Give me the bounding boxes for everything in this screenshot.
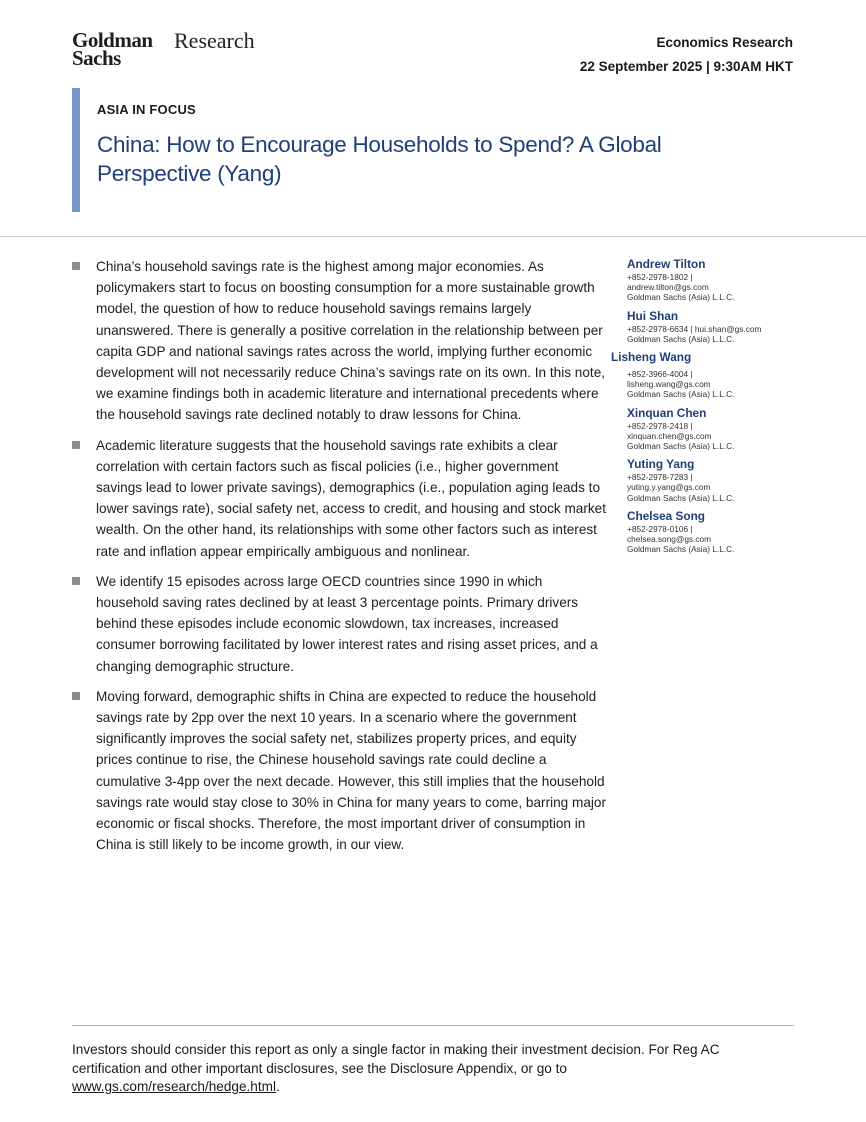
author-name: Andrew Tilton <box>627 257 706 271</box>
report-title: China: How to Encourage Households to Spend? A Global Perspective (Yang) <box>97 132 662 186</box>
author-name: Yuting Yang <box>627 457 695 472</box>
brand-line1: Goldman <box>72 28 153 52</box>
report-category: Economics Research <box>656 35 793 50</box>
author-list <box>600 257 800 560</box>
author-phone: +852-2978-2418 | <box>627 420 693 431</box>
author-firm: Goldman Sachs (Asia) L.L.C. <box>627 389 735 400</box>
author-firm: Goldman Sachs (Asia) L.L.C. <box>627 492 735 503</box>
author-email[interactable]: lisheng.wang@gs.com <box>627 379 711 390</box>
square-bullet-icon <box>72 441 80 449</box>
goldman-sachs-logo <box>72 28 255 70</box>
bullet-text: Academic literature suggests that the household savings rate exhibits a clear correlation with certain factors such as fiscal policies (i.e., higher government savings lead to lower private savings), demographics (i.e., population aging leads to lower savings rate), social safety net, access to credit, and housing and stock market wealth. On the other hand, its relationships with some other factors such as interest rate and inflation appear empirically ambiguous and nonlinear. <box>96 437 607 559</box>
author-firm: Goldman Sachs (Asia) L.L.C. <box>627 292 735 303</box>
header-divider <box>0 236 866 237</box>
disclosure-link-suffix: . <box>276 1079 280 1094</box>
author-phone: +852-2978-0106 | <box>627 523 693 534</box>
author-card <box>600 509 800 555</box>
author-name: Xinquan Chen <box>627 405 707 420</box>
disclosure-note <box>72 1041 772 1097</box>
brand-line2: Sachs <box>72 46 121 70</box>
author-firm: Goldman Sachs (Asia) L.L.C. <box>627 333 735 344</box>
summary-bullet <box>72 256 608 426</box>
author-phone: +852-2978-7283 | <box>627 472 693 483</box>
author-phone: +852-2978-1802 | <box>627 272 693 282</box>
footer-divider <box>72 1025 794 1026</box>
square-bullet-icon <box>72 577 80 585</box>
title-accent-bar <box>72 88 80 212</box>
author-email[interactable]: xinquan.chen@gs.com <box>627 430 712 441</box>
author-email[interactable]: chelsea.song@gs.com <box>627 534 712 545</box>
author-name: Hui Shan <box>627 308 679 323</box>
summary-bullet <box>72 686 608 856</box>
report-datetime: 22 September 2025 | 9:30AM HKT <box>579 59 793 74</box>
author-card <box>600 257 800 303</box>
disclosure-link[interactable]: www.gs.com/research/hedge.html <box>72 1079 276 1094</box>
author-card <box>600 457 800 503</box>
author-phone: +852-3966-4004 | <box>627 369 693 380</box>
summary-bullets <box>72 256 608 864</box>
summary-bullet <box>72 435 608 562</box>
author-email[interactable]: yuting.y.yang@gs.com <box>627 482 711 493</box>
report-meta <box>580 31 793 79</box>
author-email[interactable]: andrew.tilton@gs.com <box>627 282 709 293</box>
bullet-text: China’s household savings rate is the highest among major economies. As policymakers start to focus on boosting consumption for a more sustainable growth model, the question of how to reduce household savings remains largely unanswered. There is generally a positive correlation in the relationship between per capita GDP and national savings rates across the world, implying further economic development will not necessarily reduce China’s savings rate on its own. In this note, we examine findings both in academic literature and international precedents where the household savings rate declined notably to draw lessons for China. <box>96 259 606 423</box>
author-card <box>600 350 800 400</box>
bullet-text: We identify 15 episodes across large OECD countries since 1990 in which household saving rates declined by at least 3 percentage points. Primary drivers behind these episodes include economic slowdown, tax increases, increased consumer borrowing facilitated by lower interest rates and rising asset prices, and a changing demographic structure. <box>96 573 598 674</box>
author-firm: Goldman Sachs (Asia) L.L.C. <box>627 544 735 555</box>
author-card <box>600 309 800 344</box>
author-firm: Goldman Sachs (Asia) L.L.C. <box>627 441 735 452</box>
author-name: Chelsea Song <box>627 508 706 523</box>
bullet-text: Moving forward, demographic shifts in China are expected to reduce the household savings rate by 2pp over the next 10 years. In a scenario where the government significantly improves the social safety net, stabilizes property prices, and equity prices continue to rise, the Chinese household savings rate could decline a cumulative 3-4pp over the next decade. However, this still implies that the household savings rate would stay close to 30% in China for many years to come, barring major economic or fiscal shocks. Therefore, the most important driver of consumption in China is still likely to be income growth, in our view. <box>96 688 606 853</box>
author-contact <box>611 369 800 400</box>
author-name: Lisheng Wang <box>611 350 692 365</box>
summary-bullet <box>72 571 608 677</box>
square-bullet-icon <box>72 262 80 270</box>
author-phone-email[interactable]: +852-2978-6634 | hui.shan@gs.com <box>627 323 762 334</box>
brand-suffix: Research <box>174 28 255 53</box>
author-card <box>600 406 800 452</box>
report-series: ASIA IN FOCUS <box>97 102 196 117</box>
disclosure-text: Investors should consider this report as only a single factor in making their investment decision. For Reg AC certification and other important disclosures, see the Disclosure Appendix, or go to <box>72 1042 720 1076</box>
square-bullet-icon <box>72 692 80 700</box>
